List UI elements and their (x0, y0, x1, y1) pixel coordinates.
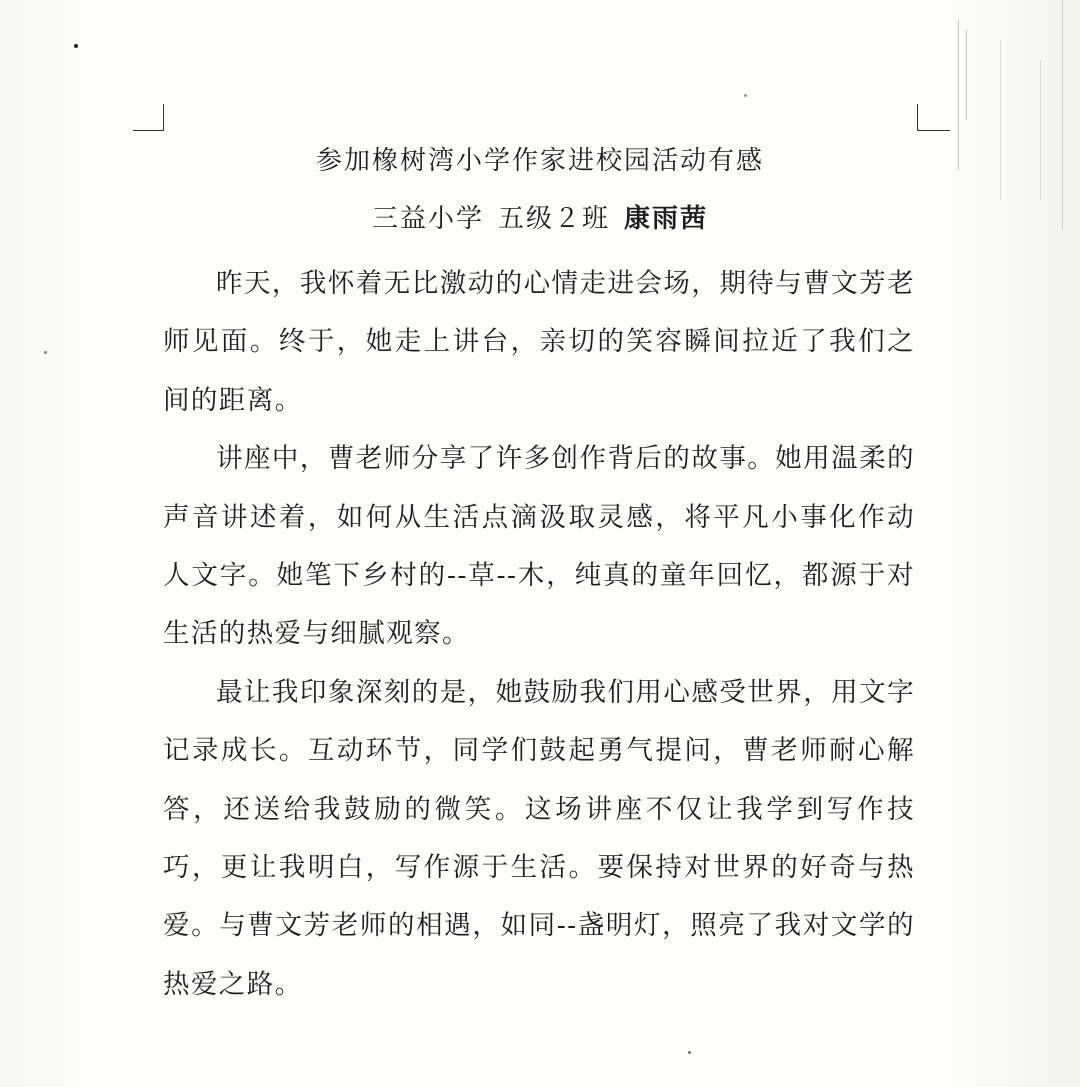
crop-mark-top-left (133, 104, 164, 131)
paragraph: 最让我印象深刻的是，她鼓励我们用心感受世界，用文字记录成长。互动环节，同学们鼓起勇气提问，曹老师耐心解答，还送给我鼓励的微笑。这场讲座不仅让我学到写作技巧，更让我明白，写作源于生活。要保持对世界的好奇与热爱。与曹文芳老师的相遇，如同--盏明灯，照亮了我对文学的热爱之路。 (163, 676, 915, 1000)
essay-body (163, 255, 915, 1014)
school-name: 三益小学 (371, 204, 484, 234)
scan-streak (1040, 60, 1041, 200)
byline (0, 198, 1080, 235)
scan-speck (744, 94, 747, 97)
paragraph: 讲座中，曹老师分享了许多创作背后的故事。她用温柔的声音讲述着，如何从生活点滴汲取灵感，将平凡小事化作动人文字。她笔下乡村的--草--木，纯真的童年回忆，都源于对生活的热爱与细腻观察。 (163, 443, 915, 650)
class-name: 五级２班 (497, 204, 610, 234)
scan-speck (74, 44, 78, 48)
crop-mark-top-right (917, 104, 950, 131)
scan-speck (44, 351, 47, 354)
author-name: 康雨茜 (624, 204, 709, 234)
scan-streak (966, 30, 967, 120)
paragraph: 昨天，我怀着无比激动的心情走进会场，期待与曹文芳老师见面。终于，她走上讲台，亲切的笑容瞬间拉近了我们之间的距离。 (163, 268, 915, 416)
document-title: 参加橡树湾小学作家进校园活动有感 (315, 146, 764, 176)
scan-speck (688, 1051, 691, 1054)
scan-streak (1062, 0, 1063, 230)
